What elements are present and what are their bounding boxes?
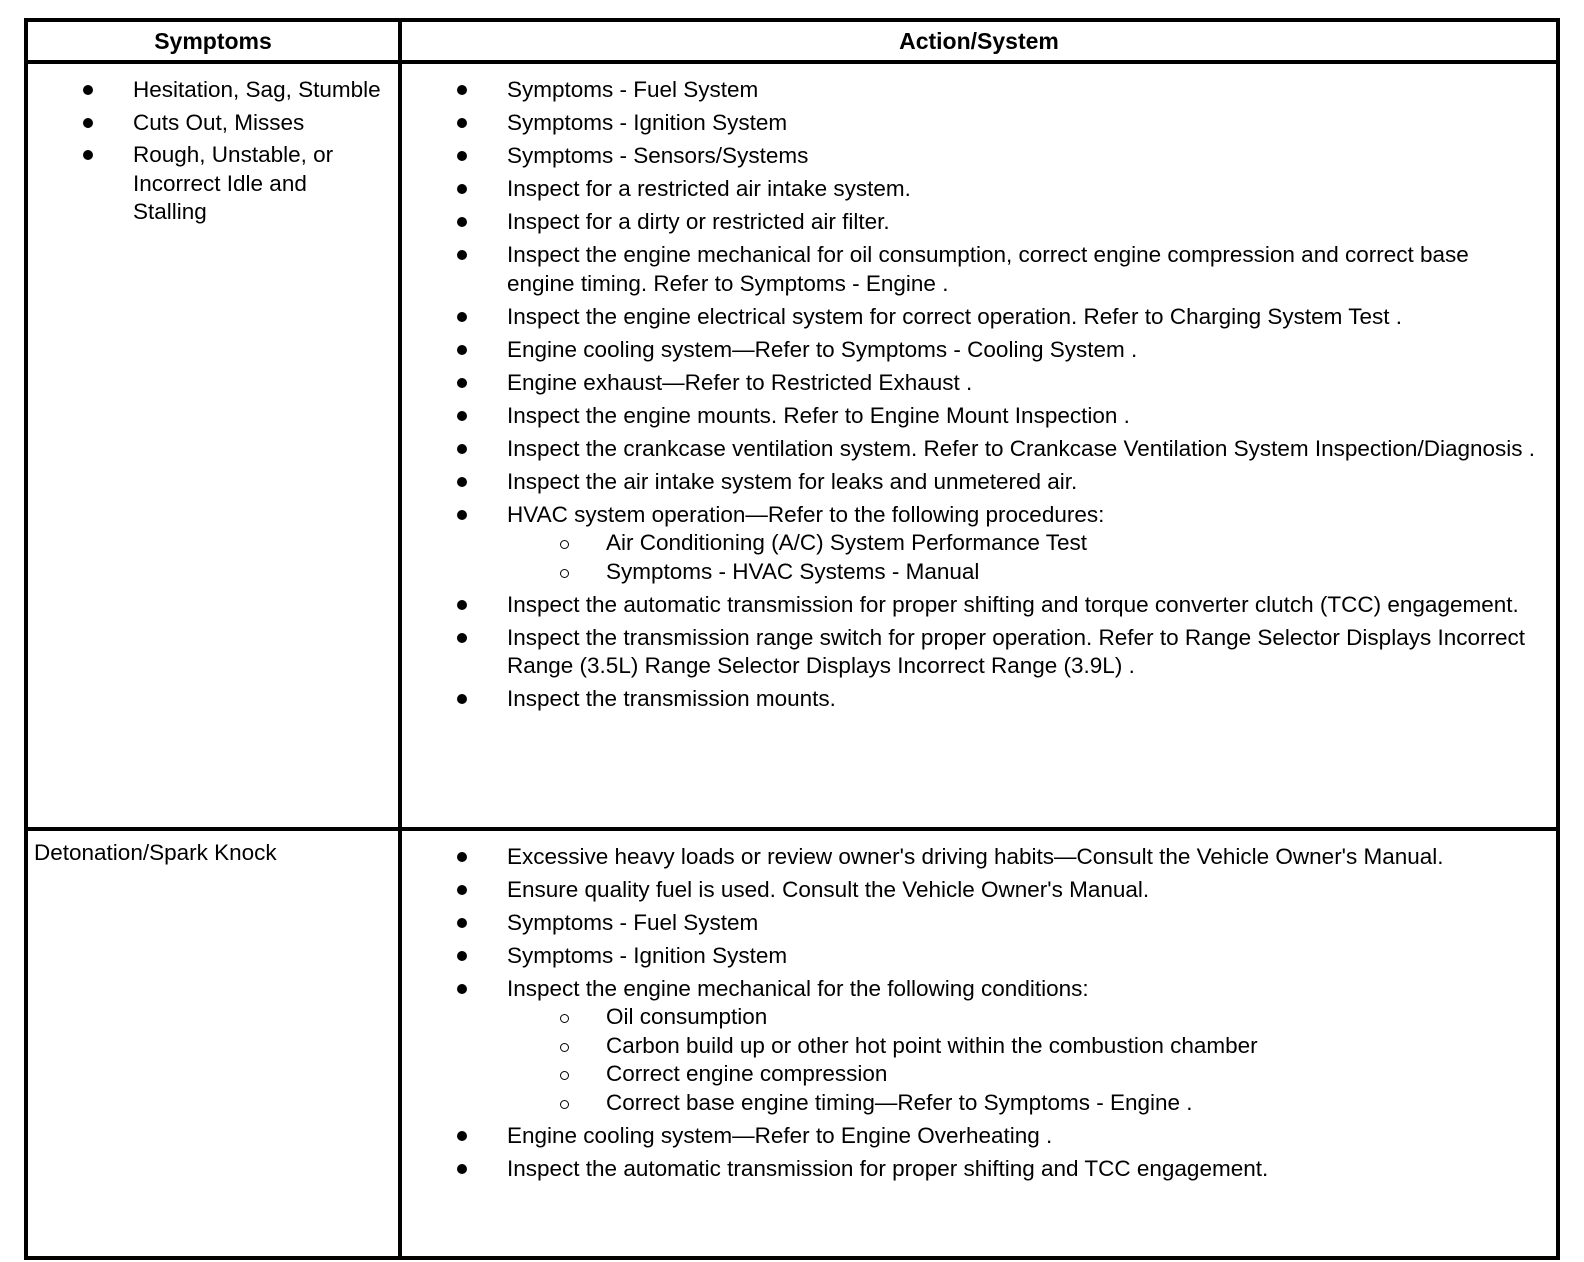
sub-item: [606, 529, 1540, 558]
circle-bullet-icon: [560, 569, 569, 578]
header-symptoms: Symptoms: [26, 20, 400, 62]
symptom-label: Rough, Unstable, or Incorrect Idle and Stalling: [133, 142, 334, 224]
action-text: Inspect the transmission range switch for proper operation. Refer to Range Selector Displays Incorrect Range (3.5L) Range Selector Displays Incorrect Range (3.9L) .: [507, 624, 1525, 678]
action-text: Inspect for a restricted air intake system.: [507, 176, 911, 201]
sub-item-text: Air Conditioning (A/C) System Performance Test: [606, 530, 1088, 555]
sub-item-text: Correct engine compression: [606, 1061, 888, 1087]
bullet-icon: [457, 345, 467, 355]
sub-item: [606, 1089, 1540, 1118]
action-item: [507, 624, 1540, 681]
action-text: Engine cooling system—Refer to Symptoms - Cooling System .: [507, 336, 1138, 362]
bullet-icon: [457, 918, 467, 928]
action-item: [507, 468, 1540, 497]
bullet-icon: [457, 885, 467, 895]
bullet-icon: [457, 378, 467, 388]
diagnostic-table: [24, 18, 1560, 1260]
bullet-icon: [457, 1164, 467, 1174]
sub-item: [606, 558, 1540, 587]
action-text: HVAC system operation—Refer to the following procedures:: [507, 501, 1105, 527]
sub-item: [606, 1060, 1540, 1089]
action-item: [507, 369, 1540, 398]
action-item: [507, 685, 1540, 714]
action-text: Engine exhaust—Refer to Restricted Exhaust .: [507, 369, 973, 395]
action-text: Inspect the engine mechanical for the following conditions:: [507, 975, 1089, 1001]
action-text: Ensure quality fuel is used. Consult the Vehicle Owner's Manual.: [507, 876, 1150, 902]
action-text: Engine cooling system—Refer to Engine Overheating .: [507, 1122, 1053, 1148]
action-text: Inspect the crankcase ventilation system. Refer to Crankcase Ventilation System Inspection/Diagnosis .: [507, 435, 1536, 461]
action-item: [507, 1155, 1540, 1184]
bullet-icon: [83, 118, 93, 128]
symptom-text: Detonation/Spark Knock: [34, 839, 277, 865]
action-text: Inspect the engine mechanical for oil consumption, correct engine compression and correct base engine timing. Refer to Symptoms - Engine .: [507, 242, 1469, 296]
circle-bullet-icon: [560, 1014, 569, 1023]
bullet-icon: [457, 312, 467, 322]
actions-cell: [400, 829, 1558, 1258]
bullet-icon: [83, 150, 93, 160]
symptom-item: [133, 109, 384, 138]
bullet-icon: [457, 852, 467, 862]
header-action-system: Action/System: [400, 20, 1558, 62]
action-text: Inspect the engine electrical system for correct operation. Refer to Charging System Test .: [507, 303, 1403, 329]
sub-list: [507, 1003, 1540, 1117]
bullet-icon: [457, 633, 467, 643]
action-text: Inspect for a dirty or restricted air filter.: [507, 209, 890, 234]
action-item: [507, 109, 1540, 138]
action-text: Inspect the engine mounts. Refer to Engine Mount Inspection .: [507, 402, 1130, 428]
action-item: [507, 591, 1540, 620]
circle-bullet-icon: [560, 1071, 569, 1080]
circle-bullet-icon: [560, 1100, 569, 1109]
action-text: Inspect the automatic transmission for proper shifting and TCC engagement.: [507, 1155, 1269, 1181]
symptom-list: [28, 64, 398, 227]
bullet-icon: [457, 951, 467, 961]
bullet-icon: [457, 250, 467, 260]
action-item: [507, 241, 1540, 298]
bullet-icon: [457, 984, 467, 994]
action-text: Inspect the air intake system for leaks and unmetered air.: [507, 468, 1078, 494]
action-item: [507, 876, 1540, 905]
action-text: Inspect the transmission mounts.: [507, 686, 836, 711]
bullet-icon: [457, 694, 467, 704]
bullet-icon: [457, 510, 467, 520]
bullet-icon: [457, 477, 467, 487]
table-row: [26, 62, 1558, 829]
action-text: Excessive heavy loads or review owner's driving habits—Consult the Vehicle Owner's Manual.: [507, 843, 1444, 869]
action-text: Inspect the automatic transmission for proper shifting and torque converter clutch (TCC) engagement.: [507, 591, 1519, 617]
action-text: Symptoms - Ignition System: [507, 110, 788, 135]
action-list: [402, 64, 1556, 714]
action-item: [507, 142, 1540, 171]
bullet-icon: [457, 118, 467, 128]
table-row: [26, 829, 1558, 1258]
action-item: [507, 336, 1540, 365]
sub-item: [606, 1003, 1540, 1032]
bullet-icon: [457, 184, 467, 194]
action-item: [507, 975, 1540, 1118]
action-list: [402, 831, 1556, 1184]
bullet-icon: [457, 1131, 467, 1141]
action-item: [507, 402, 1540, 431]
action-item: [507, 942, 1540, 971]
bullet-icon: [457, 151, 467, 161]
action-item: [507, 303, 1540, 332]
bullet-icon: [457, 85, 467, 95]
action-text: Symptoms - Fuel System: [507, 77, 759, 102]
bullet-icon: [457, 444, 467, 454]
actions-cell: [400, 62, 1558, 829]
action-text: Symptoms - Fuel System: [507, 909, 759, 935]
bullet-icon: [457, 411, 467, 421]
action-item: [507, 909, 1540, 938]
header-row: [26, 20, 1558, 62]
bullet-icon: [457, 600, 467, 610]
action-item: [507, 208, 1540, 237]
bullet-icon: [457, 217, 467, 227]
action-item: [507, 501, 1540, 587]
symptom-item: [133, 76, 384, 105]
bullet-icon: [83, 85, 93, 95]
circle-bullet-icon: [560, 540, 569, 549]
action-text: Symptoms - Sensors/Systems: [507, 143, 809, 168]
action-item: [507, 435, 1540, 464]
action-item: [507, 843, 1540, 872]
action-item: [507, 1122, 1540, 1151]
circle-bullet-icon: [560, 1043, 569, 1052]
action-text: Symptoms - Ignition System: [507, 942, 788, 968]
sub-item-text: Correct base engine timing—Refer to Symptoms - Engine .: [606, 1089, 1193, 1115]
sub-item-text: Oil consumption: [606, 1004, 768, 1030]
symptom-item: [133, 141, 384, 227]
sub-item-text: Carbon build up or other hot point within the combustion chamber: [606, 1032, 1258, 1058]
sub-item: [606, 1032, 1540, 1061]
sub-item-text: Symptoms - HVAC Systems - Manual: [606, 558, 980, 584]
symptom-label: Hesitation, Sag, Stumble: [133, 77, 381, 102]
symptom-label: Cuts Out, Misses: [133, 109, 305, 135]
action-item: [507, 175, 1540, 204]
symptoms-cell: [26, 829, 400, 1258]
sub-list: [507, 529, 1540, 586]
symptoms-cell: [26, 62, 400, 829]
action-item: [507, 76, 1540, 105]
